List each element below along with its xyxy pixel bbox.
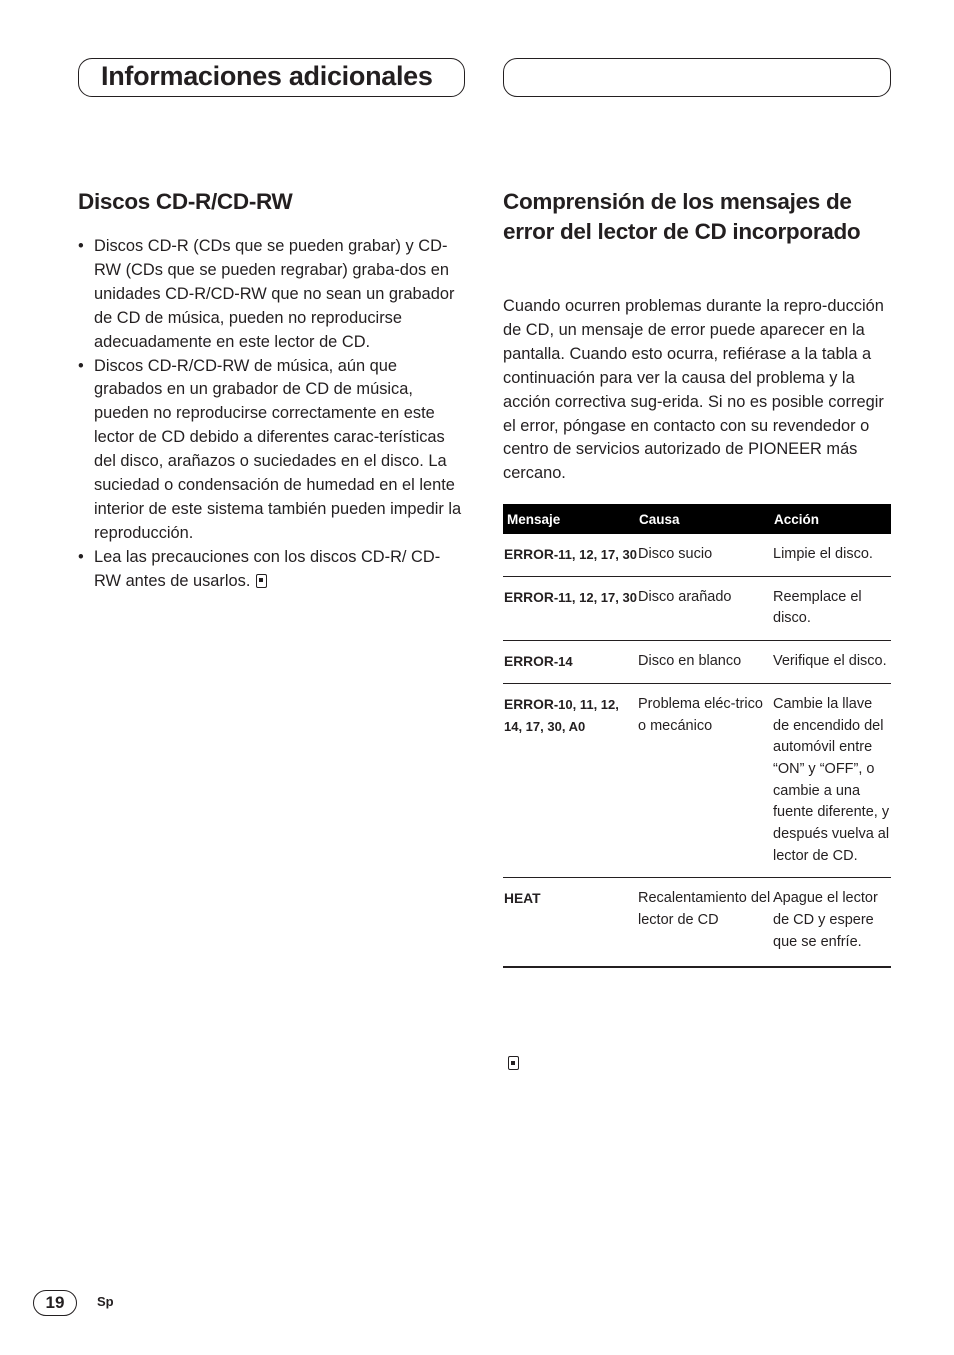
error-message-cell <box>503 576 638 640</box>
error-code-numbers: -11, 12, 17, 30 <box>553 547 637 562</box>
header-blank-box <box>503 58 891 97</box>
error-message-cell <box>503 878 638 967</box>
page-number: 19 <box>33 1290 77 1316</box>
error-action-cell: Cambie la llave de encendido del automóvil entre “ON” y “OFF”, o cambie a una fuente diferente, y después vuelva al lector de CD. <box>773 683 891 878</box>
bullet-icon: • <box>78 547 84 566</box>
cdr-cdrw-heading: Discos CD-R/CD-RW <box>78 189 293 214</box>
error-code-numbers: -11, 12, 17, 30 <box>553 589 637 605</box>
error-action-cell: Limpie el disco. <box>773 534 891 576</box>
error-cause-cell: Recalentamiento del lector de CD <box>638 878 773 967</box>
error-action-cell: Reemplace el disco. <box>773 576 891 640</box>
error-cause-cell: Disco arañado <box>638 576 773 640</box>
error-message-cell <box>503 683 638 878</box>
language-code: Sp <box>97 1294 114 1309</box>
table-row <box>503 534 891 576</box>
stop-square-icon <box>256 574 267 588</box>
section-title: Informaciones adicionales <box>101 61 433 91</box>
error-action-cell: Apague el lector de CD y espere que se enfríe. <box>773 878 891 967</box>
table-row <box>503 878 891 967</box>
bullet-text: Discos CD-R/CD-RW de música, aún que grabados en un grabador de CD de música, pueden no reproducirse correctamente en este lector de CD debido a diferentes carac-terísticas del disco, arañazos o suciedades en el disco. La suciedad o condensación de humedad en el lente interior de este sistema también pueden impedir la reproducción. <box>94 356 462 542</box>
error-message-table <box>503 504 891 968</box>
table-row <box>503 683 891 878</box>
table-row <box>503 641 891 684</box>
error-cause-cell: Disco en blanco <box>638 641 773 684</box>
error-code-prefix: ERROR <box>504 589 554 605</box>
column-header-cause: Causa <box>638 504 773 534</box>
bullet-icon: • <box>78 237 84 255</box>
error-code-numbers: -10, 11, 12, 14, 17, 30, A0 <box>504 696 619 734</box>
section-end-marker <box>508 1055 519 1073</box>
error-action-cell: Verifique el disco. <box>773 641 891 684</box>
error-code-prefix: ERROR <box>504 547 554 562</box>
error-code-numbers: -14 <box>553 654 573 670</box>
stop-square-icon <box>508 1056 519 1070</box>
bullet-icon: • <box>78 356 84 375</box>
error-messages-heading: Comprensión de los mensajes de error del lector de CD incorporado <box>503 189 861 244</box>
list-item <box>78 355 466 546</box>
error-code-prefix: HEAT <box>504 891 541 907</box>
error-message-cell <box>503 641 638 684</box>
error-cause-cell: Disco sucio <box>638 534 773 576</box>
table-header-row <box>503 504 891 534</box>
error-code-prefix: ERROR <box>504 654 554 670</box>
error-message-cell <box>503 534 638 576</box>
column-header-action: Acción <box>773 504 891 534</box>
error-messages-intro: Cuando ocurren problemas durante la repro-ducción de CD, un mensaje de error puede aparecer en la pantalla. Cuando esto ocurra, refiérase a la tabla a continuación para ver la causa del problema y la acción correctiva sug-erida. Si no es posible corregir el error, póngase en contacto con su revendedor o centro de servicios autorizado de PIONEER más cercano. <box>503 297 884 483</box>
table-row <box>503 576 891 640</box>
error-code-prefix: ERROR <box>504 696 554 712</box>
list-item <box>78 235 466 355</box>
cdr-cdrw-bullet-list <box>78 235 466 594</box>
bullet-text: Discos CD-R (CDs que se pueden grabar) y CD-RW (CDs que se pueden regrabar) graba-dos en unidades CD-R/CD-RW que no sean un grabador de CD de música, pueden no reproducirse adecuadamente en este lector de CD. <box>94 237 455 351</box>
list-item <box>78 546 466 594</box>
bullet-text: Lea las precauciones con los discos CD-R/ CD-RW antes de usarlos. <box>94 547 441 590</box>
error-cause-cell: Problema eléc-trico o mecánico <box>638 683 773 878</box>
column-header-message: Mensaje <box>503 504 638 534</box>
